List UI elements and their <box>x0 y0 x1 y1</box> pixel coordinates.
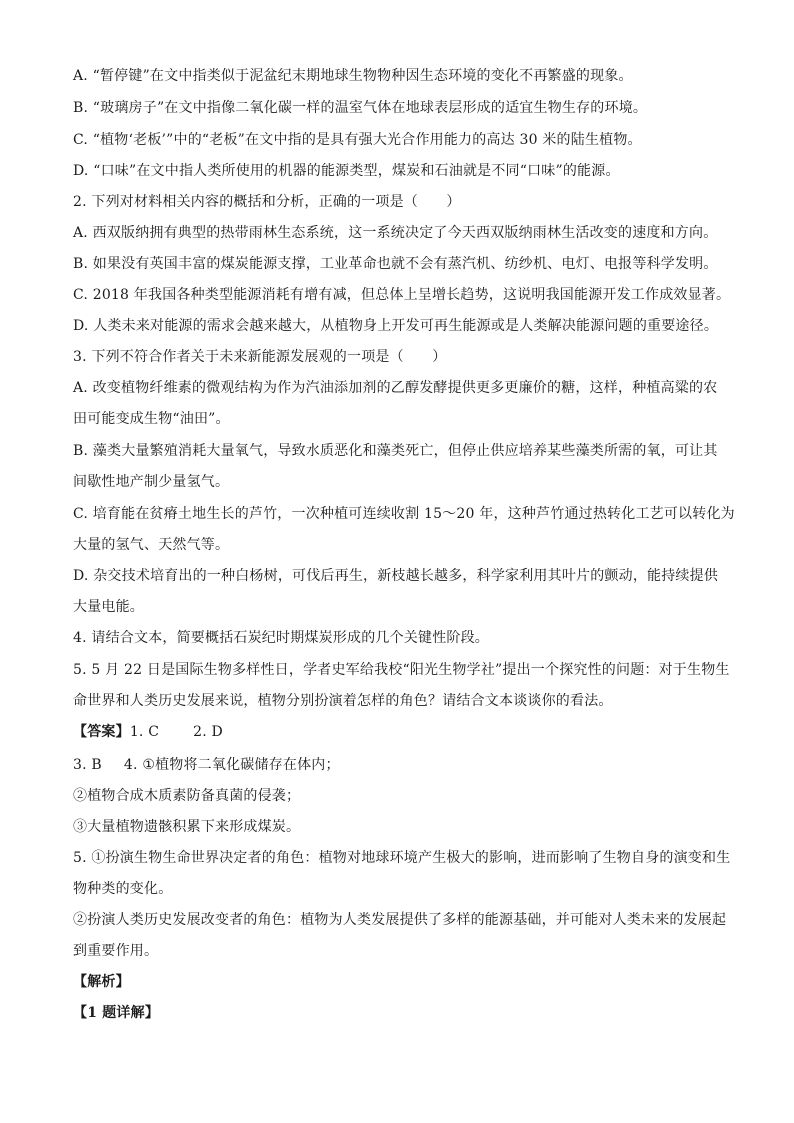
q3-option-a-line2: 田可能变成生物“油田”。 <box>73 411 230 427</box>
answer-4-line2: ②植物合成木质素防备真菌的侵袭； <box>73 788 301 804</box>
q1-option-b: B. “玻璃房子”在文中指像二氧化碳一样的温室气体在地球表层形成的适宜生物生存的环境。 <box>73 100 648 116</box>
answer-5-part1-line2: 物种类的变化。 <box>73 881 173 897</box>
q3-option-d-line1: D. 杂交技术培育出的一种白杨树，可伐后再生，新枝越长越多，科学家利用其叶片的颤动，能持续提供 <box>73 568 719 584</box>
answer-2: 2. D <box>193 724 223 740</box>
q1-option-d: D. “口味”在文中指人类所使用的机器的能源类型，煤炭和石油就是不同“口味”的能源。 <box>73 163 620 179</box>
q2-stem: 2. 下列对材料相关内容的概括和分析，正确的一项是（ ） <box>73 194 461 210</box>
answer-label: 【答案】 <box>73 724 130 740</box>
answer-row <box>73 722 723 742</box>
q3-option-d-line2: 大量电能。 <box>73 599 144 615</box>
answer-1: 1. C <box>129 724 160 740</box>
analysis-label: 【解析】 <box>73 974 130 990</box>
q1-option-a: A. “暂停键”在文中指类似于泥盆纪末期地球生物物种因生态环境的变化不再繁盛的现象。 <box>73 68 633 84</box>
q3-option-c-line2: 大量的氢气、天然气等。 <box>73 537 230 553</box>
q4-stem: 4. 请结合文本，简要概括石炭纪时期煤炭形成的几个关键性阶段。 <box>73 630 490 646</box>
q3-stem: 3. 下列不符合作者关于未来新能源发展观的一项是（ ） <box>73 349 447 365</box>
answer-5-part2-line2: 到重要作用。 <box>73 943 159 959</box>
analysis-detail-1: 【1 题详解】 <box>73 1005 160 1021</box>
q1-option-c: C. “植物‘老板’”中的“老板”在文中指的是具有强大光合作用能力的高达 30 米的陆生植物。 <box>73 132 642 148</box>
answer-3: 3. B <box>73 757 102 773</box>
q5-stem-line2: 命世界和人类历史发展来说，植物分别扮演着怎样的角色？请结合文本谈谈你的看法。 <box>73 693 613 709</box>
q5-stem-line1: 5. 5 月 22 日是国际生物多样性日，学者史军给我校“阳光生物学社”提出一个探究性的问题：对于生物生 <box>73 662 730 678</box>
answer-4-line3: ③大量植物遗骸积累下来形成煤炭。 <box>73 819 301 835</box>
answer-5-part2-line1: ②扮演人类历史发展改变者的角色：植物为人类发展提供了多样的能源基础，并可能对人类未来的发展起 <box>73 912 727 928</box>
q3-option-b-line2: 间歇性地产制少量氢气。 <box>73 474 230 490</box>
q3-option-c-line1: C. 培育能在贫瘠土地生长的芦竹，一次种植可连续收割 15～20 年，这种芦竹通过热转化工艺可以转化为 <box>73 506 735 522</box>
answer-5-part1-line1: 5. ①扮演生物生命世界决定者的角色：植物对地球环境产生极大的影响，进而影响了生物自身的演变和生 <box>73 850 731 866</box>
q3-option-a-line1: A. 改变植物纤维素的微观结构为作为汽油添加剂的乙醇发酵提供更多更廉价的糖，这样，种植高粱的农 <box>73 380 718 396</box>
answer-4: 4. ①植物将二氧化碳储存在体内； <box>123 757 340 773</box>
q2-option-b: B. 如果没有英国丰富的煤炭能源支撑，工业革命也就不会有蒸汽机、纺纱机、电灯、电报等科学发明。 <box>73 256 718 272</box>
q2-option-d: D. 人类未来对能源的需求会越来越大，从植物身上开发可再生能源或是人类解决能源问题的重要途径。 <box>73 318 719 334</box>
q2-option-a: A. 西双版纳拥有典型的热带雨林生态系统，这一系统决定了今天西双版纳雨林生活改变的速度和方向。 <box>73 225 718 241</box>
q2-option-c: C. 2018 年我国各种类型能源消耗有增有减，但总体上呈增长趋势，这说明我国能源开发工作成效显著。 <box>73 287 731 303</box>
q3-option-b-line1: B. 藻类大量繁殖消耗大量氧气，导致水质恶化和藻类死亡，但停止供应培养某些藻类所需的氧，可让其 <box>73 443 718 459</box>
answer-row-2 <box>73 755 723 775</box>
